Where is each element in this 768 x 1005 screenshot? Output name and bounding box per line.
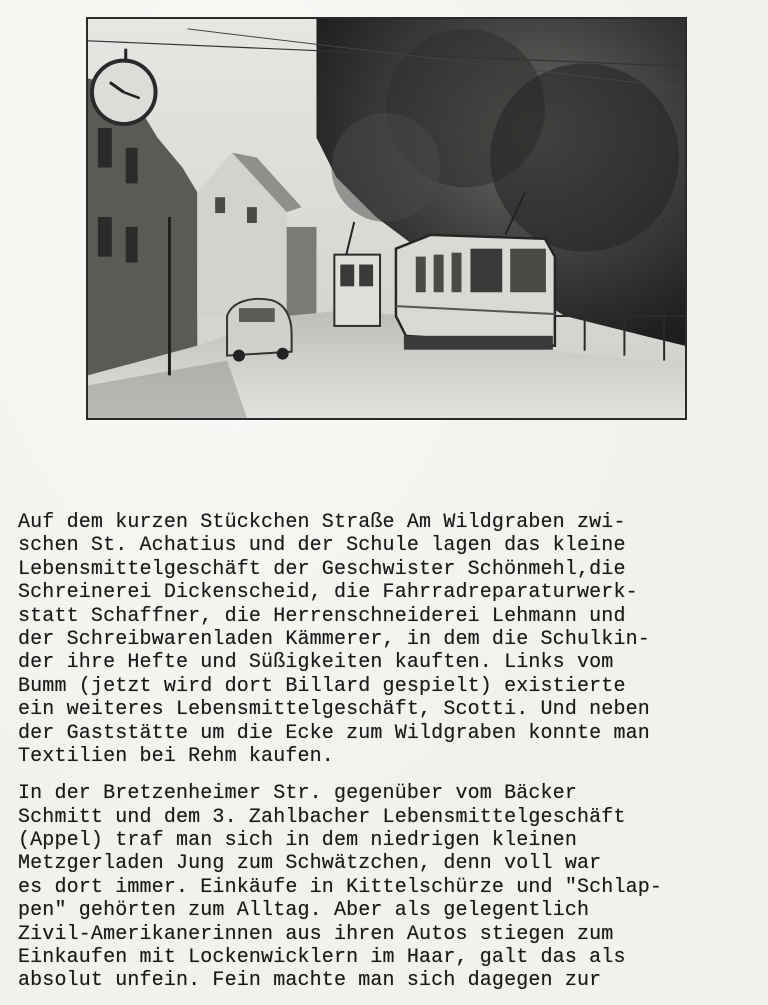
paragraph-gap	[18, 768, 762, 782]
text-line: schen St. Achatius und der Schule lagen das kleine	[18, 534, 626, 558]
paragraph-1	[18, 511, 762, 768]
text-line: absolut unfein. Fein machte man sich dagegen zur	[18, 969, 602, 993]
text-line: statt Schaffner, die Herrenschneiderei Lehmann und	[18, 604, 626, 628]
photo-illustration	[88, 19, 685, 418]
text-line: Auf dem kurzen Stückchen Straße Am Wildgraben zwi-	[18, 511, 626, 534]
text-line: Lebensmittelgeschäft der Geschwister Schönmehl,die	[18, 557, 626, 581]
text-line: der ihre Hefte und Süßigkeiten kauften. Links vom	[18, 651, 614, 675]
text-line: ein weiteres Lebensmittelgeschäft, Scotti. Und neben	[18, 698, 650, 722]
street-tram-photo	[86, 17, 687, 420]
text-line: es dort immer. Einkäufe in Kittelschürze und "Schlap-	[18, 875, 663, 899]
text-line: (Appel) traf man sich in dem niedrigen kleinen	[18, 829, 577, 853]
article-text	[18, 511, 762, 993]
text-line: Schreinerei Dickenscheid, die Fahrradreparaturwerk-	[18, 581, 638, 605]
text-line: Metzgerladen Jung zum Schwätzchen, denn voll war	[18, 852, 602, 876]
text-line: Bumm (jetzt wird dort Billard gespielt) existierte	[18, 674, 626, 698]
text-line: pen" gehörten zum Alltag. Aber als gelegentlich	[18, 899, 590, 923]
text-line: Einkaufen mit Lockenwicklern im Haar, galt das als	[18, 946, 626, 970]
text-line: Textilien bei Rehm kaufen.	[18, 744, 334, 768]
text-line: der Gaststätte um die Ecke zum Wildgraben konnte man	[18, 721, 650, 745]
text-line: Zivil-Amerikanerinnen aus ihren Autos stiegen zum	[18, 922, 614, 946]
paragraph-2	[18, 782, 762, 993]
text-line: der Schreibwarenladen Kämmerer, in dem die Schulkin-	[18, 627, 650, 651]
text-line: In der Bretzenheimer Str. gegenüber vom Bäcker	[18, 782, 577, 806]
text-line: Schmitt und dem 3. Zahlbacher Lebensmittelgeschäft	[18, 805, 626, 829]
